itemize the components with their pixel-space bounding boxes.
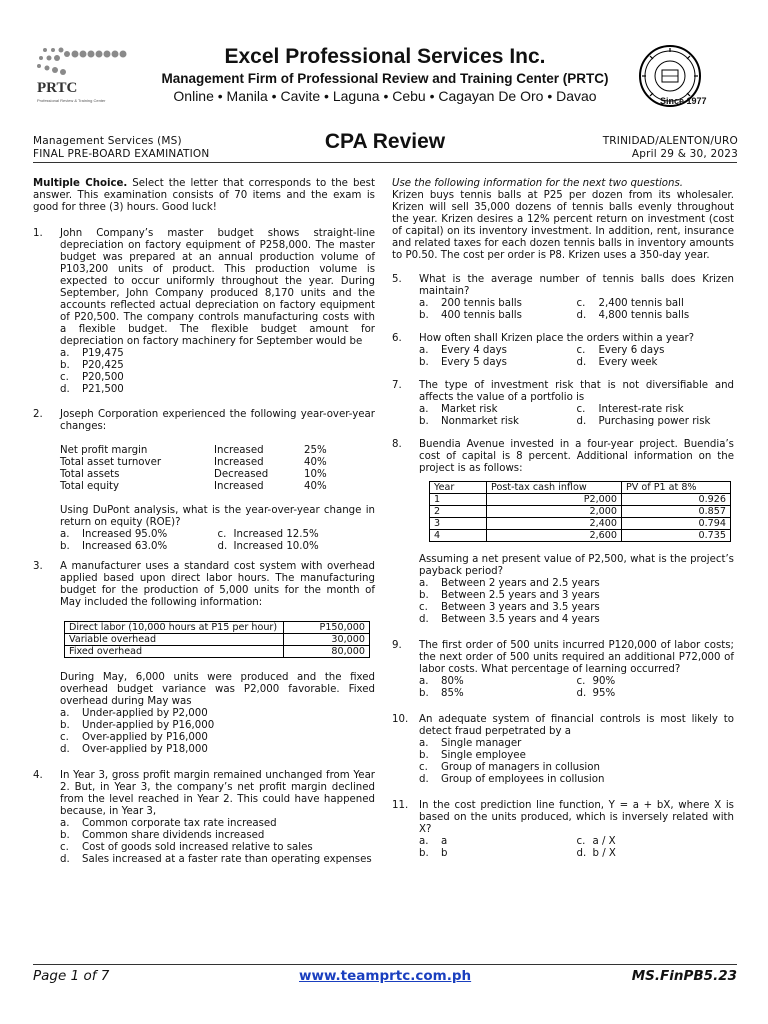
exam-date: April 29 & 30, 2023: [631, 148, 738, 160]
choice: a. Common corporate tax rate increased: [60, 818, 277, 829]
table-row: Total assets Decreased 10%: [60, 469, 327, 480]
choice: c. Interest-rate risk: [576, 404, 684, 415]
choice: b. Under-applied by P16,000: [60, 720, 215, 731]
table-header-row: Year Post-tax cash inflow PV of P1 at 8%: [430, 482, 731, 494]
table-row: Total asset turnover Increased 40%: [60, 457, 327, 468]
page-number: Page 1 of 7: [33, 968, 110, 984]
choice: c. Over-applied by P16,000: [60, 732, 208, 743]
exam-meta-left: [33, 135, 209, 161]
question-1: [33, 228, 375, 396]
choice: a. Every 4 days: [419, 345, 507, 356]
page-footer: [33, 968, 737, 988]
question-5: [392, 274, 734, 322]
choice: d. b / X: [576, 848, 616, 859]
choice: a. Under-applied by P2,000: [60, 708, 208, 719]
choice: a. a: [419, 836, 448, 847]
logo-text: PRTC: [37, 80, 78, 96]
left-column: [33, 178, 375, 866]
choice: c. Cost of goods sold increased relative to sales: [60, 842, 313, 853]
exam-label: FINAL PRE-BOARD EXAMINATION: [33, 148, 210, 160]
choice: d. Over-applied by P18,000: [60, 744, 208, 755]
choice: c. 90%: [576, 676, 616, 687]
company-locations: Online • Manila • Cavite • Laguna • Cebu • Cagayan De Oro • Davao: [173, 88, 597, 104]
choice: c. Between 3 years and 3.5 years: [419, 602, 600, 613]
question-number: 8.: [392, 439, 402, 450]
question-subtext: Assuming a net present value of P2,500, what is the project’s payback period?: [419, 554, 734, 577]
header-divider: [33, 162, 737, 163]
question-number: 3.: [33, 561, 43, 572]
question-11: [392, 800, 734, 860]
choice: a. 80%: [419, 676, 464, 687]
choice: d. Between 3.5 years and 4 years: [419, 614, 600, 625]
question-9: [392, 640, 734, 700]
table-row: 3 2,400 0.794: [430, 518, 731, 530]
website-link[interactable]: www.teamprtc.com.ph: [299, 968, 472, 984]
choice: c. Increased 12.5%: [217, 529, 319, 540]
since-label: Since 1977: [660, 96, 707, 106]
choice: a. Single manager: [419, 738, 522, 749]
question-text: A manufacturer uses a standard cost system with overhead applied based upon direct labor hours. The manufacturing budget for the production of 5,000 units for the month of May included the following information:: [60, 561, 375, 608]
table-row: 4 2,600 0.735: [430, 530, 731, 542]
choice: d. 4,800 tennis balls: [576, 310, 690, 321]
question-number: 1.: [33, 228, 43, 239]
choice: d. P21,500: [60, 384, 124, 395]
choice: b. Between 2.5 years and 3 years: [419, 590, 600, 601]
company-block: [135, 44, 635, 105]
authors-label: TRINIDAD/ALENTON/URO: [602, 135, 738, 147]
table-row: Total equity Increased 40%: [60, 481, 327, 492]
choice: d. 95%: [576, 688, 616, 699]
question-text: How often shall Krizen place the orders within a year?: [419, 333, 695, 344]
question-text: What is the average number of tennis balls does Krizen maintain?: [419, 274, 734, 297]
question-number: 6.: [392, 333, 402, 344]
choice: d. Increased 10.0%: [217, 541, 319, 552]
question-number: 11.: [392, 800, 409, 811]
table-row: 1 P2,000 0.926: [430, 494, 731, 506]
company-name: Excel Professional Services Inc.: [224, 45, 546, 68]
prtc-logo: [33, 44, 129, 106]
question-number: 5.: [392, 274, 402, 285]
question-text: In Year 3, gross profit margin remained unchanged from Year 2. But, in Year 3, the company’s net profit margin declined from the level reached in Year 2. This could have happened because, in Year 3,: [60, 770, 375, 817]
choice: d. Purchasing power risk: [576, 416, 711, 427]
choice: a. Market risk: [419, 404, 498, 415]
document-code: MS.FinPB5.23: [631, 968, 737, 984]
choice: b. Common share dividends increased: [60, 830, 265, 841]
question-number: 2.: [33, 409, 43, 420]
cashflow-table: [429, 481, 731, 542]
choice: d. Sales increased at a faster rate than operating expenses: [60, 854, 372, 865]
choice: a. Between 2 years and 2.5 years: [419, 578, 600, 589]
question-10: [392, 714, 734, 786]
question-text: Joseph Corporation experienced the following year-over-year changes:: [60, 409, 375, 432]
choice: c. 2,400 tennis ball: [576, 298, 684, 309]
choice: b. Nonmarket risk: [419, 416, 519, 427]
budget-table: [64, 621, 370, 658]
table-row: Net profit margin Increased 25%: [60, 445, 327, 456]
company-subtitle: Management Firm of Professional Review and Training Center (PRTC): [161, 71, 609, 86]
subject-label: Management Services (MS): [33, 135, 182, 147]
choice: a. P19,475: [60, 348, 124, 359]
choice: c. Group of managers in collusion: [419, 762, 600, 773]
choice: a. Increased 95.0%: [60, 529, 168, 540]
instructions-heading: Multiple Choice.: [33, 178, 128, 189]
question-number: 4.: [33, 770, 43, 781]
table-row: Fixed overhead 80,000: [65, 646, 370, 658]
info-text: Krizen buys tennis balls at P25 per dozen from its wholesaler. Krizen will sell 35,000 dozens of tennis balls evenly throughout the year. Krizen desires a 12% percent return on investment (cost of capital) on its inventory investment. In addition, rent, insurance and related taxes for each dozen tennis balls in inventory amounts to P0.50. The cost per order is P8. Krizen uses a 350-day year.: [392, 190, 734, 261]
question-6: [392, 333, 734, 369]
question-7: [392, 380, 734, 428]
instructions-text: Select the letter that corresponds to the best answer. This examination consists of 70 items and the exam is good for three (3) hours. Good luck!: [33, 178, 375, 213]
page-title: CPA Review: [324, 130, 446, 153]
question-2: [33, 409, 375, 553]
question-text: The type of investment risk that is not diversifiable and affects the value of a portfolio is: [419, 380, 734, 403]
question-text: Buendia Avenue invested in a four-year project. Buendia’s cost of capital is 8 percent. Additional information on the project is as follows:: [419, 439, 734, 474]
question-4: [33, 770, 375, 866]
question-8: [392, 439, 734, 626]
question-number: 9.: [392, 640, 402, 651]
question-text: John Company’s master budget shows straight-line depreciation on factory equipment of P258,000. The master budget was prepared at an annual production volume of P103,200 units of product. This production volume is expected to occur uniformly throughout the year. During September, John Company produced 8,170 units and the accounts reflected actual depreciation on factory equipment of P20,500. The company controls manufacturing costs with a flexible budget. The flexible budget amount for depreciation on factory machinery for September would be: [60, 228, 375, 347]
question-number: 10.: [392, 714, 409, 725]
logo-subtext: Professional Review & Training Center: [37, 98, 106, 103]
choice: b. b: [419, 848, 448, 859]
table-row: 2 2,000 0.857: [430, 506, 731, 518]
choice: b. Every 5 days: [419, 357, 507, 368]
question-text: In the cost prediction line function, Y = a + bX, where X is based on the units produced, which is inversely related with X?: [419, 800, 734, 835]
info-lead: Use the following information for the next two questions.: [392, 178, 684, 189]
right-column: [392, 178, 734, 860]
choice: d. Group of employees in collusion: [419, 774, 605, 785]
changes-table: [60, 445, 327, 493]
question-text: The first order of 500 units incurred P120,000 of labor costs; the next order of 500 units required an additional P72,000 of labor costs. What percentage of learning occurred?: [419, 640, 734, 675]
choice: b. 400 tennis balls: [419, 310, 522, 321]
question-subtext: Using DuPont analysis, what is the year-over-year change in return on equity (ROE)?: [60, 505, 375, 528]
choice: b. 85%: [419, 688, 464, 699]
question-subtext: During May, 6,000 units were produced and the fixed overhead budget variance was P2,000 favorable. Fixed overhead during May was: [60, 672, 375, 707]
page-header: [0, 0, 768, 120]
table-row: Variable overhead 30,000: [65, 634, 370, 646]
question-3: [33, 561, 375, 756]
table-row: Direct labor (10,000 hours at P15 per hour) P150,000: [65, 622, 370, 634]
choice: c. a / X: [576, 836, 616, 847]
choice: d. Every week: [576, 357, 658, 368]
choice: c. P20,500: [60, 372, 124, 383]
question-number: 7.: [392, 380, 402, 391]
question-text: An adequate system of financial controls is most likely to detect fraud perpetrated by a: [419, 714, 734, 737]
choice: b. P20,425: [60, 360, 124, 371]
choice: a. 200 tennis balls: [419, 298, 522, 309]
footer-divider: [33, 964, 737, 965]
choice: c. Every 6 days: [576, 345, 665, 356]
exam-meta-right: [603, 135, 738, 161]
choice: b. Single employee: [419, 750, 526, 761]
choice: b. Increased 63.0%: [60, 541, 168, 552]
instructions: [33, 178, 375, 214]
